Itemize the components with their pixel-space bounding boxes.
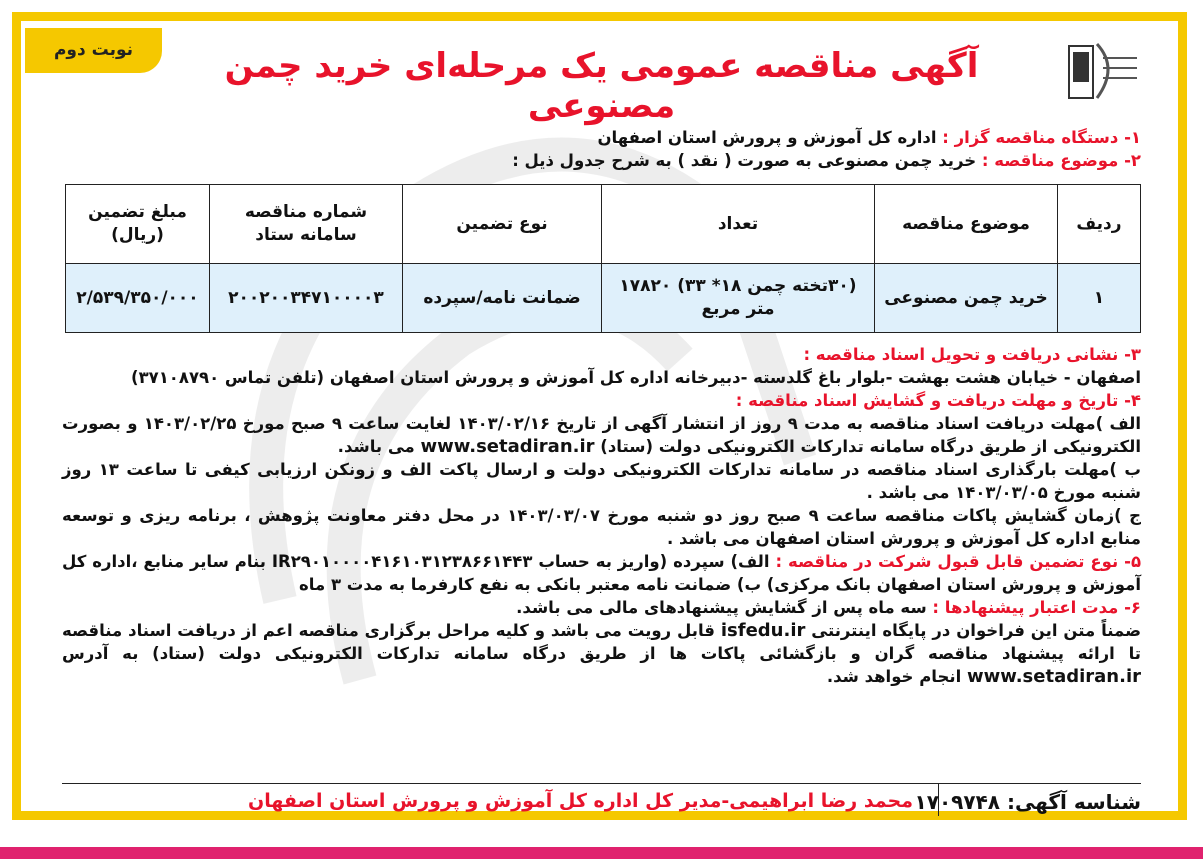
section-4-a: [62, 412, 1141, 458]
cell-quantity: (۳۰تخته چمن ۱۸* ۳۳) ۱۷۸۲۰ متر مربع: [602, 264, 875, 333]
closing-text-3: انجام خواهد شد.: [826, 667, 967, 686]
header-guarantee-amount: مبلغ تضمین (ریال): [66, 185, 210, 264]
notice-id-label: شناسه آگهی:: [1000, 790, 1141, 814]
section-5: [62, 550, 1141, 596]
closing-paragraph: [62, 619, 1141, 688]
tender-table: [65, 184, 1141, 333]
header-subject: موضوع مناقصه: [875, 185, 1058, 264]
section-2-text: خرید چمن مصنوعی به صورت ( نقد ) به شرح جدول ذیل :: [512, 151, 982, 170]
cell-guarantee-type: ضمانت نامه/سپرده: [403, 264, 602, 333]
signer-name: محمد رضا ابراهیمی-مدیر کل اداره کل آموزش و پرورش استان اصفهان: [248, 790, 913, 812]
section-4-c: ج )زمان گشایش پاکات مناقصه ساعت ۹ صبح روز دو شنبه مورخ ۱۴۰۳/۰۳/۰۷ در محل دفتر معاونت پژوهش ، برنامه ریزی و توسعه منابع اداره کل آموزش و پرورش استان اصفهان می باشد .: [62, 506, 1141, 548]
section-6-label: ۶- مدت اعتبار پیشنهادها :: [932, 598, 1141, 617]
section-1-text: اداره کل آموزش و پرورش استان اصفهان: [597, 128, 943, 147]
notice-body: [62, 126, 1141, 688]
table-row: [66, 264, 1141, 333]
section-4-b: ب )مهلت بارگذاری اسناد مناقصه در سامانه تدارکات الکترونیکی دولت و ارسال پاکت الف و زونکن ارزیابی کیفی تا ساعت ۱۳ روز شنبه مورخ ۱۴۰۳/۰۳/۰۵ می باشد .: [62, 460, 1141, 502]
section-3-text: اصفهان - خیابان هشت بهشت -بلوار باغ گلدسته -دبیرخانه اداره کل آموزش و پرورش استان اصفهان (تلفن تماس ۳۷۱۰۸۷۹۰): [131, 368, 1141, 387]
header-guarantee-type: نوع تضمین: [403, 185, 602, 264]
cell-tender-number: ۲۰۰۲۰۰۳۴۷۱۰۰۰۰۳: [210, 264, 403, 333]
bottom-accent-bar: [0, 847, 1203, 859]
closing-text-1: ضمناً متن این فراخوان در پایگاه اینترنتی: [805, 621, 1142, 640]
section-3-label: ۳- نشانی دریافت و تحویل اسناد مناقصه :: [803, 345, 1141, 364]
section-6: [62, 596, 1141, 619]
table-header-row: [66, 185, 1141, 264]
section-6-text: سه ماه پس از گشایش پیشنهادهای مالی می باشد.: [516, 598, 933, 617]
section-1-label: ۱- دستگاه مناقصه گزار :: [942, 128, 1141, 147]
section-4-label: ۴- تاریخ و مهلت دریافت و گشایش اسناد مناقصه :: [735, 391, 1141, 410]
notice-title: آگهی مناقصه عمومی یک مرحله‌ای خرید چمن مصنوعی: [224, 46, 979, 126]
cell-guarantee-amount: ۲/۵۳۹/۳۵۰/۰۰۰: [66, 264, 210, 333]
notice-id: [915, 790, 1141, 814]
setadiran-link-2[interactable]: www.setadiran.ir: [966, 666, 1141, 687]
edition-badge: نوبت دوم: [25, 28, 162, 73]
section-2: [62, 149, 1141, 172]
isfedu-link[interactable]: isfedu.ir: [720, 620, 806, 641]
section-5-label: ۵- نوع تضمین قابل قبول شرکت در مناقصه :: [775, 552, 1142, 571]
ministry-emblem-icon: [1067, 38, 1141, 108]
header-tender-number: شماره مناقصه سامانه ستاد: [210, 185, 403, 264]
setadiran-link[interactable]: www.setadiran.ir: [420, 436, 595, 457]
cell-row-number: ۱: [1058, 264, 1141, 333]
header-row-number: ردیف: [1058, 185, 1141, 264]
section-4-a-end: می باشد.: [337, 437, 421, 456]
cell-subject: خرید چمن مصنوعی: [875, 264, 1058, 333]
section-4-a-text: الف )مهلت دریافت اسناد مناقصه به مدت ۹ روز از انتشار آگهی از تاریخ ۱۴۰۳/۰۲/۱۶ لغایت ساعت ۹ صبح مورخ ۱۴۰۳/۰۲/۲۵ و بصورت الکترونیکی از طریق درگاه سامانه تدارکات الکترونیکی دولت (ستاد): [62, 414, 1141, 456]
notice-id-value: ۱۷۰۹۷۴۸: [914, 790, 1000, 814]
section-1: [62, 126, 1141, 149]
section-2-label: ۲- موضوع مناقصه :: [981, 151, 1141, 170]
closing-text-2: قابل رویت می باشد و کلیه مراحل برگزاری مناقصه اعم از دریافت اسناد مناقصه تا ارائه پیشنهاد مناقصه گران و بازگشائی پاکات ها از طریق درگاه سامانه تدارکات الکترونیکی دولت (ستاد) به آدرس: [62, 621, 1141, 663]
header-quantity: تعداد: [602, 185, 875, 264]
footer-divider: [62, 783, 1141, 784]
section-5-text: الف) سپرده (واریز به حساب IR۲۹۰۱۰۰۰۰۴۱۶۱۰۳۱۲۳۸۶۶۱۴۴۳ بنام سایر منابع ،اداره کل آموزش و پرورش استان اصفهان بانک مرکزی) ب) ضمانت نامه معتبر بانکی به نفع کارفرما به مدت ۳ ماه: [62, 552, 1141, 594]
